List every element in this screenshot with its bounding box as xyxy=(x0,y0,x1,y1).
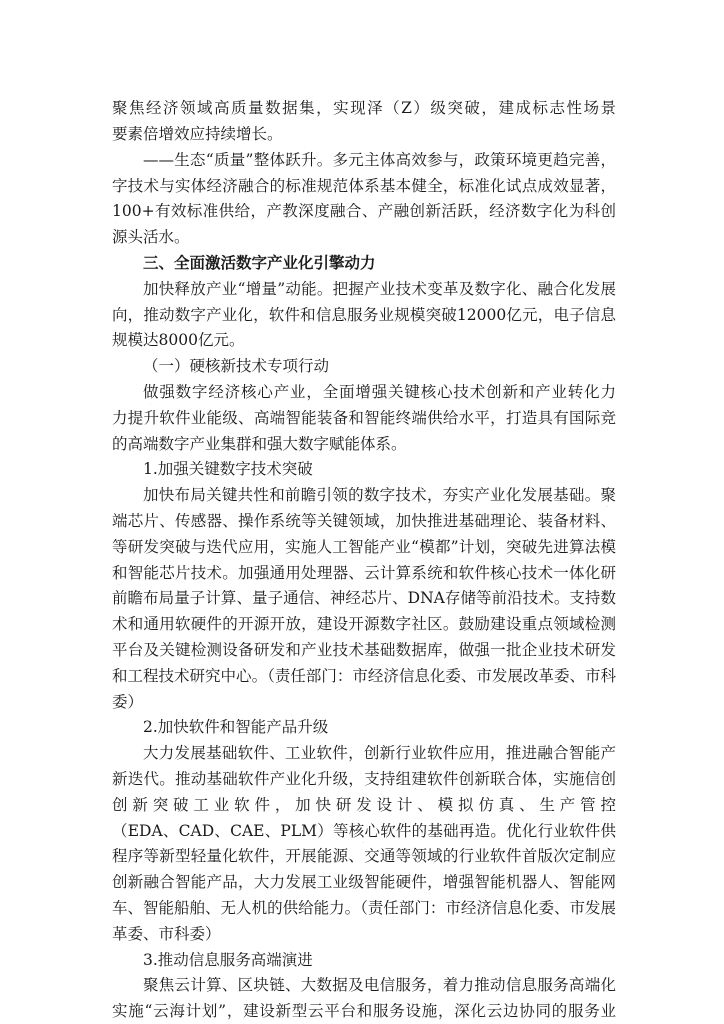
text-line: ——生态“质量”整体跃升。多元主体高效参与，政策环境更趋完善， xyxy=(143,151,616,169)
text-line: 程序等新型轻量化软件，开展能源、交通等领域的行业软件首版次定制应 xyxy=(112,847,616,865)
text-line: 和智能芯片技术。加强通用处理器、云计算系统和软件核心技术一体化研 xyxy=(112,564,616,582)
text-line: 聚焦经济领域高质量数据集，实现泽（Z）级突破，建成标志性场景 xyxy=(112,99,616,117)
text-line: 要素倍增效应持续增长。 xyxy=(112,125,283,143)
text-line: （EDA、CAD、CAE、PLM）等核心软件的基础再造。优化行业软件供 xyxy=(112,822,616,840)
text-line: 字技术与实体经济融合的标准规范体系基本健全，标准化试点成效显著， xyxy=(112,177,616,195)
text-line: 新迭代。推动基础软件产业化升级，支持组建软件创新联合体，实施信创 xyxy=(112,770,616,788)
text-line: 创新融合智能产品，大力发展工业级智能硬件，增强智能机器人、智能网 xyxy=(112,873,616,891)
text-line: 创新突破工业软件，加快研发设计、模拟仿真、生产管控 xyxy=(112,796,616,814)
text-line: 和工程技术研究中心。（责任部门：市经济信息化委、市发展改革委、市科 xyxy=(112,667,616,685)
text-line: 平台及关键检测设备研发和产业技术基础数据库，做强一批企业技术研发 xyxy=(112,641,616,659)
text-line: 加快释放产业“增量”动能。把握产业技术变革及数字化、融合化发展 xyxy=(143,280,616,298)
text-line: 源头活水。 xyxy=(112,228,190,246)
text-line: 规模达8000亿元。 xyxy=(112,331,245,349)
text-line: 术和通用软硬件的开源开放，建设开源数字社区。鼓励建设重点领域检测 xyxy=(112,615,616,633)
text-line: 实施“云海计划”，建设新型云平台和服务设施，深化云边协同的服务业 xyxy=(112,1002,616,1020)
text-line: 做强数字经济核心产业，全面增强关键核心技术创新和产业转化力 xyxy=(143,383,616,401)
item-heading: 1.加强关键数字技术突破 xyxy=(143,460,313,478)
subsection-heading: （一）硬核新技术专项行动 xyxy=(143,357,330,375)
text-line: 车、智能船舶、无人机的供给能力。（责任部门：市经济信息化委、市发展 xyxy=(112,899,616,917)
text-line: 加快布局关键共性和前瞻引领的数字技术，夯实产业化发展基础。聚 xyxy=(143,486,616,504)
text-line: 的高端数字产业集群和强大数字赋能体系。 xyxy=(112,435,407,453)
text-line: 聚焦云计算、区块链、大数据及电信服务，着力推动信息服务高端化 xyxy=(143,976,616,994)
text-line: 大力发展基础软件、工业软件，创新行业软件应用，推进融合智能产 xyxy=(143,744,616,762)
text-line: 向，推动数字产业化，软件和信息服务业规模突破12000亿元，电子信息 xyxy=(112,306,616,324)
section-heading: 三、全面激活数字产业化引擎动力 xyxy=(143,253,376,272)
text-line: 端芯片、传感器、操作系统等关键领域，加快推进基础理论、装备材料、 xyxy=(112,512,616,530)
text-line: 革委、市科委） xyxy=(112,925,221,943)
item-heading: 2.加快软件和智能产品升级 xyxy=(143,718,329,736)
item-heading: 3.推动信息服务高端演进 xyxy=(143,951,313,969)
text-line: 委） xyxy=(112,693,144,711)
text-line: 前瞻布局量子计算、量子通信、神经芯片、DNA存储等前沿技术。支持数 xyxy=(112,589,616,607)
text-line: 100+有效标准供给，产教深度融合、产融创新活跃，经济数字化为科创 xyxy=(112,202,616,220)
text-line: 力提升软件业能级、高端智能装备和智能终端供给水平，打造具有国际竞 xyxy=(112,409,616,427)
text-line: 等研发突破与迭代应用，实施人工智能产业“模都”计划，突破先进算法模 xyxy=(112,538,616,556)
